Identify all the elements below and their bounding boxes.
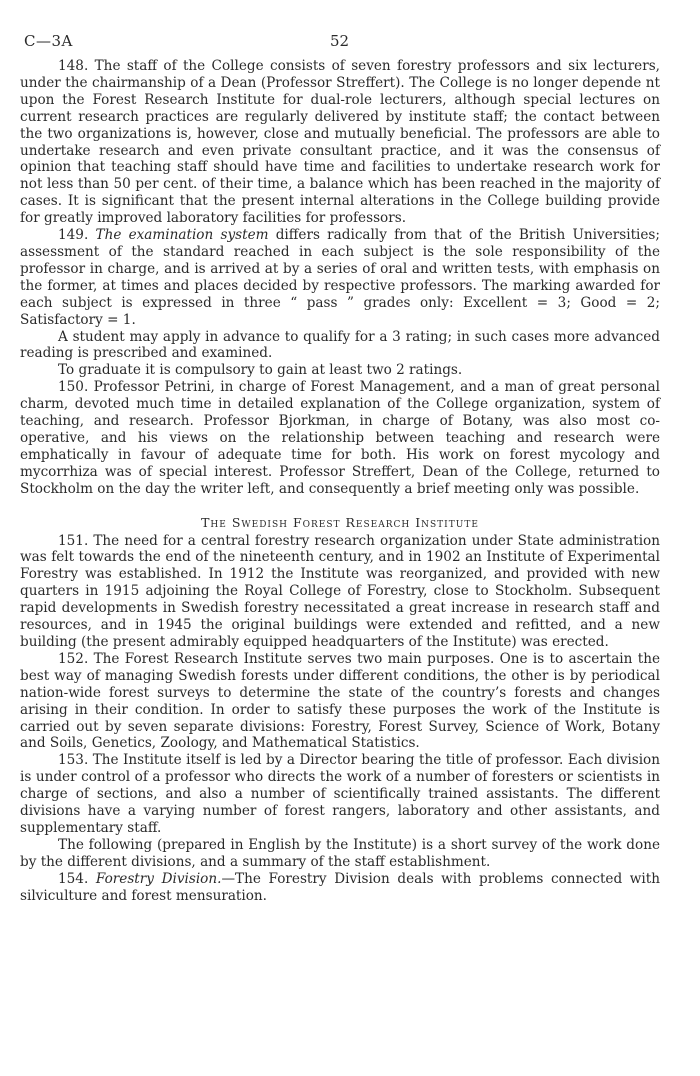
page-number: 52	[330, 32, 350, 50]
paragraph-152: 152. The Forest Research Institute serves two main purposes. One is to ascertain the best way of managing Swedish forests under different conditions, the other is by periodical nation-wide forest surveys to determine the state of the country’s forests and changes arising in their condition. In order to satisfy these purposes the work of the Institute is carried out by seven separate divisions: Forestry, Forest Survey, Science of Work, Botany and Soils, Genetics, Zoology, and Mathematical Statistics.	[20, 650, 660, 752]
paragraph-number: 154.	[58, 870, 96, 887]
section-heading: The Swedish Forest Research Institute	[201, 514, 479, 530]
document-page	[20, 32, 660, 905]
paragraph-following: The following (prepared in English by the Institute) is a short survey of the work done by the different divisions, and a summary of the staff establishment.	[20, 836, 660, 870]
document-code: C—3A	[24, 32, 73, 50]
page-header	[20, 32, 660, 58]
paragraph-148: 148. The staff of the College consists of seven forestry professors and six lecturers, under the chairmanship of a Dean (Professor Streffert). The College is no longer depende nt upon the Forest Research Institute for dual-role lecturers, although special lectures on current research practices are regularly delivered by institute staff; the contact between the two organizations is, however, close and mutually beneficial. The professors are able to undertake research and even private consultant practice, and it was the consensus of opinion that teaching staff should have time and facilities to undertake research work for not less than 50 per cent. of their time, a balance which has been reached in the majority of cases. It is significant that the present internal alterations in the College building provide for greatly improved laboratory facilities for professors.	[20, 58, 660, 227]
paragraph-number: 149.	[58, 227, 96, 244]
paragraph-150: 150. Professor Petrini, in charge of Forest Management, and a man of great personal charm, devoted much time in detailed explanation of the College organization, system of teaching, and research. Professor Bjorkman, in charge of Botany, was also most co-operative, and his views on the relationship between teaching and research were emphatically in favour of adequate time for both. His work on forest mycology and mycorrhiza was of special interest. Professor Streffert, Dean of the College, returned to Stockholm on the day the writer left, and consequently a brief meeting only was possible.	[20, 379, 660, 497]
paragraph-3-rating: A student may apply in advance to qualify for a 3 rating; in such cases more advanced reading is prescribed and examined.	[20, 328, 660, 362]
paragraph-153: 153. The Institute itself is led by a Director bearing the title of professor. Each division is under control of a professor who directs the work of a number of foresters or scientists in charge of sections, and also a number of scientifically trained assistants. The different divisions have a varying number of forest rangers, laboratory and other assistants, and supplementary staff.	[20, 752, 660, 836]
paragraph-154	[20, 871, 660, 905]
paragraph-149	[20, 227, 660, 328]
paragraph-italic-title: Forestry Division.	[95, 870, 222, 887]
paragraph-body: differs radically from that of the British Universities; assessment of the standard reached in each subject is the sole responsibility of the professor in charge, and is arrived at by a series of oral and written tests, with emphasis on the former, at times and places decided by respective professors. The marking awarded for each subject is expressed in three “ pass ” grades only: Excellent = 3; Good = 2; Satisfactory = 1.	[20, 227, 660, 328]
paragraph-italic-title: The examination system	[95, 227, 269, 244]
paragraph-graduate: To graduate it is compulsory to gain at least two 2 ratings.	[58, 362, 463, 379]
paragraph-151: 151. The need for a central forestry research organization under State administration was felt towards the end of the nineteenth century, and in 1902 an Institute of Experimental Forestry was established. In 1912 the Institute was reorganized, and provided with new quarters in 1915 adjoining the Royal College of Forestry, close to Stockholm. Subsequent rapid developments in Swedish forestry necessitated a great increase in research staff and resources, and in 1945 the original buildings were extended and refitted, and a new building (the present admirably equipped headquarters of the Institute) was erected.	[20, 532, 660, 650]
paragraph-body: —The Forestry Division deals with problems connected with silviculture and forest mensuration.	[20, 870, 660, 904]
